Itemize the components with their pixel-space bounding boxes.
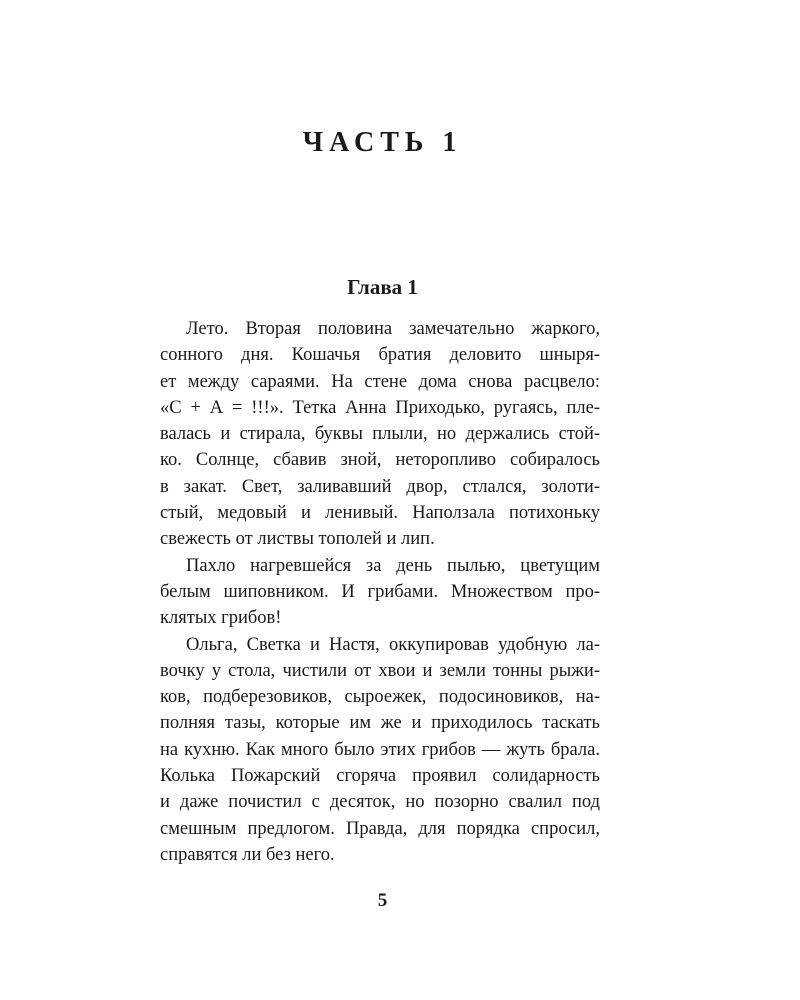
text-line: клятых грибов! — [160, 608, 282, 629]
text-line: Ольга, Светка и Настя, оккупировав удобную ла- — [186, 634, 600, 655]
text-line: стый, медовый и ленивый. Наползала потихоньку — [160, 503, 600, 524]
text-line: и даже почистил с десяток, но позорно свалил под — [160, 792, 600, 813]
text-line: вочку у стола, чистили от хвои и земли тонны рыжи- — [160, 660, 600, 681]
paragraph-2 — [160, 553, 600, 632]
text-line: валась и стирала, буквы плыли, но держались стой- — [160, 424, 600, 445]
text-line: в закат. Свет, заливавший двор, стлался, золоти- — [160, 476, 600, 497]
body-text — [160, 316, 600, 868]
text-line: «С + А = !!!». Тетка Анна Приходько, ругаясь, пле- — [160, 397, 600, 418]
text-line: свежесть от листвы тополей и лип. — [160, 529, 435, 550]
page-number: 5 — [377, 890, 388, 911]
text-line: справятся ли без него. — [160, 844, 335, 865]
text-line: полняя тазы, которые им же и приходилось таскать — [160, 713, 600, 734]
text-line: Пахло нагревшейся за день пылью, цветущим — [186, 555, 600, 576]
paragraph-1 — [160, 316, 600, 553]
text-line: ет между сараями. На стене дома снова расцвело: — [160, 371, 600, 392]
paragraph-3 — [160, 632, 600, 869]
part-title: ЧАСТЬ 1 — [302, 127, 463, 158]
text-line: на кухню. Как много было этих грибов — жуть брала. — [160, 739, 600, 760]
text-line: белым шиповником. И грибами. Множеством про- — [160, 581, 600, 602]
chapter-title: Глава 1 — [347, 275, 418, 299]
text-line: Колька Пожарский сгоряча проявил солидарность — [160, 766, 600, 787]
text-line: ко. Солнце, сбавив зной, неторопливо собиралось — [160, 450, 600, 471]
text-line: Лето. Вторая половина замечательно жаркого, — [186, 319, 600, 339]
text-line: ков, подберезовиков, сыроежек, подосиновиков, на- — [160, 687, 600, 708]
text-line: сонного дня. Кошачья братия деловито шныря- — [160, 345, 600, 366]
text-line: смешным предлогом. Правда, для порядка спросил, — [160, 818, 600, 839]
